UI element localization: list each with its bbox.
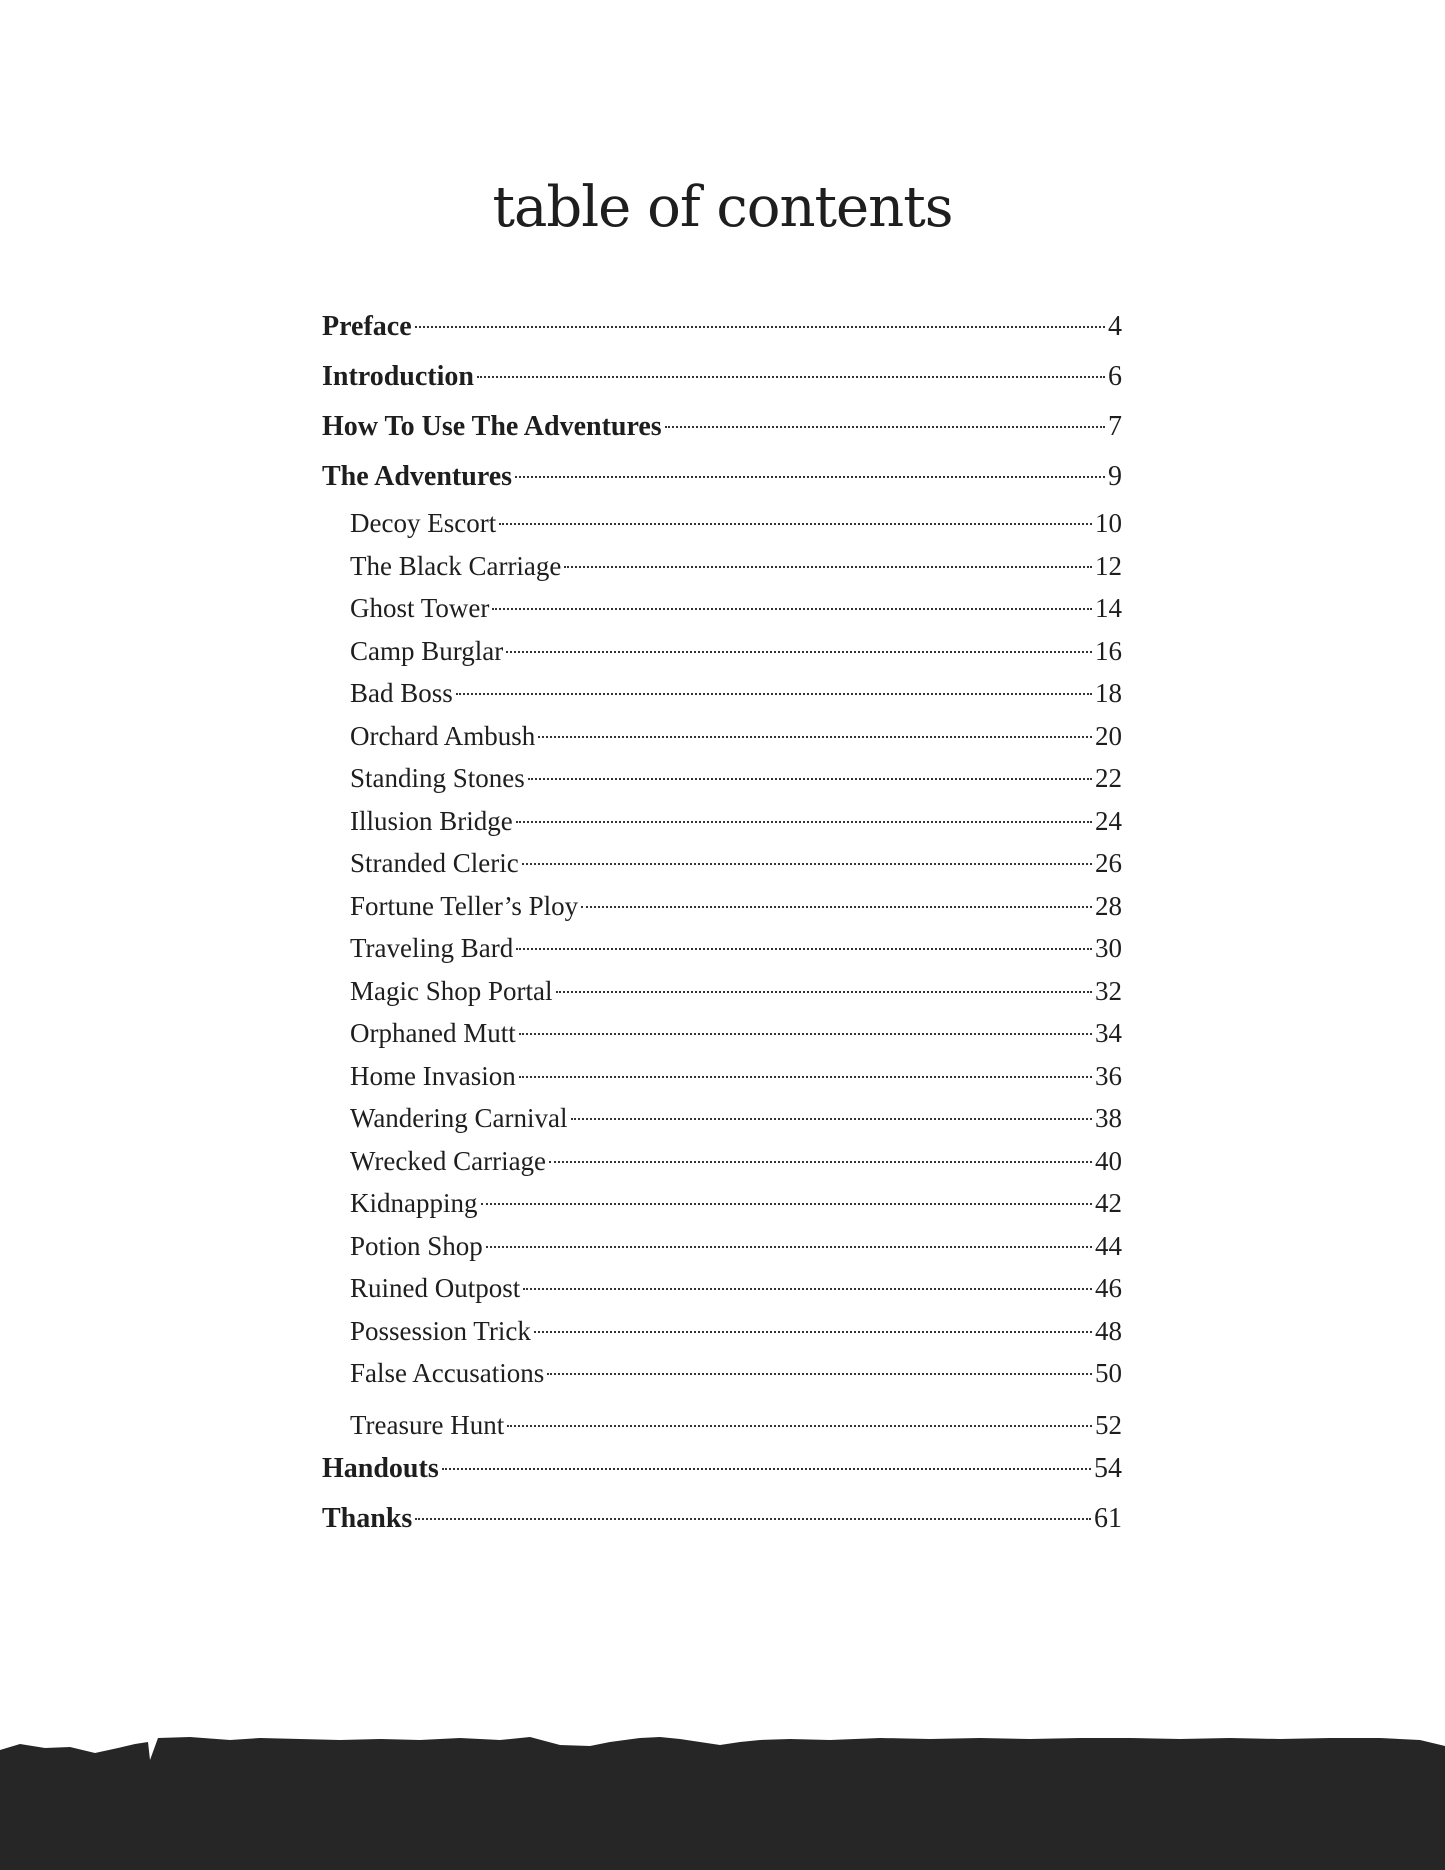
toc-entry-page: 12 bbox=[1095, 550, 1122, 581]
dot-leader bbox=[564, 566, 1092, 568]
toc-entry-label: Orchard Ambush bbox=[350, 720, 536, 751]
toc-subentry[interactable] bbox=[322, 545, 1122, 588]
toc-subentry[interactable] bbox=[322, 842, 1122, 885]
toc-subentry[interactable] bbox=[322, 587, 1122, 630]
toc-entry-label: Ghost Tower bbox=[350, 593, 490, 623]
dot-leader bbox=[581, 906, 1092, 908]
toc-subentry[interactable] bbox=[322, 800, 1122, 843]
dot-leader bbox=[534, 1331, 1092, 1333]
toc-subentry[interactable] bbox=[322, 1352, 1122, 1395]
dot-leader bbox=[515, 476, 1105, 478]
toc-entry-page: 18 bbox=[1095, 678, 1122, 708]
toc-entry-page: 42 bbox=[1095, 1188, 1122, 1218]
toc-entry-label: False Accusations bbox=[350, 1358, 545, 1388]
toc-entry-label: Decoy Escort bbox=[350, 508, 497, 538]
toc-entry-page: 6 bbox=[1108, 361, 1122, 392]
toc-entry-page: 34 bbox=[1095, 1018, 1122, 1048]
toc-subentry[interactable] bbox=[322, 1055, 1122, 1098]
toc-entry-label: Standing Stones bbox=[350, 763, 525, 793]
toc-entry-label: Ruined Outpost bbox=[350, 1273, 521, 1303]
toc-subentry[interactable] bbox=[322, 630, 1122, 673]
torn-edge-shape bbox=[0, 1737, 1445, 1870]
dot-leader bbox=[516, 821, 1092, 823]
toc-subentry[interactable] bbox=[322, 885, 1122, 928]
toc-subentry[interactable] bbox=[322, 715, 1122, 758]
table-of-contents bbox=[322, 302, 1122, 1544]
dot-leader bbox=[456, 693, 1092, 695]
toc-subentry[interactable] bbox=[322, 1267, 1122, 1310]
toc-subentry[interactable] bbox=[322, 1140, 1122, 1183]
toc-entry-introduction[interactable] bbox=[322, 352, 1122, 402]
toc-entry-page: 44 bbox=[1095, 1230, 1122, 1261]
dot-leader bbox=[507, 1425, 1092, 1427]
toc-subentry[interactable] bbox=[322, 1182, 1122, 1225]
dot-leader bbox=[481, 1203, 1093, 1205]
toc-entry-label: Kidnapping bbox=[350, 1188, 478, 1218]
dot-leader bbox=[571, 1118, 1092, 1120]
toc-entry-page: 54 bbox=[1094, 1452, 1122, 1484]
toc-entry-label: Wrecked Carriage bbox=[350, 1145, 547, 1176]
toc-entry-page: 32 bbox=[1095, 975, 1122, 1006]
toc-entry-page: 40 bbox=[1095, 1145, 1122, 1176]
toc-entry-label: Traveling Bard bbox=[350, 933, 514, 963]
toc-entry-page: 46 bbox=[1095, 1273, 1122, 1303]
page-title: table of contents bbox=[492, 175, 953, 240]
dot-leader bbox=[519, 1033, 1092, 1035]
toc-entry-page: 10 bbox=[1095, 508, 1122, 538]
dot-leader bbox=[506, 651, 1092, 653]
dot-leader bbox=[492, 608, 1092, 610]
toc-entry-label: Preface bbox=[322, 311, 412, 342]
toc-subentry[interactable] bbox=[322, 672, 1122, 715]
toc-entry-label: Home Invasion bbox=[350, 1060, 516, 1091]
toc-subentry[interactable] bbox=[322, 1310, 1122, 1353]
toc-entry-page: 7 bbox=[1108, 411, 1122, 442]
toc-entry-label: The Black Carriage bbox=[350, 550, 562, 581]
toc-entry-label: Bad Boss bbox=[350, 678, 453, 708]
toc-entry-label: Camp Burglar bbox=[350, 635, 504, 666]
toc-entry-page: 24 bbox=[1095, 805, 1122, 836]
toc-entry-label: Potion Shop bbox=[350, 1230, 483, 1261]
toc-entry-page: 30 bbox=[1095, 933, 1122, 963]
toc-entry-label: The Adventures bbox=[322, 461, 513, 492]
toc-entry-page: 48 bbox=[1095, 1315, 1122, 1346]
toc-subentry[interactable] bbox=[322, 970, 1122, 1013]
dot-leader bbox=[523, 1288, 1092, 1290]
toc-entry-label: How To Use The Adventures bbox=[322, 411, 662, 442]
toc-entry-page: 52 bbox=[1095, 1409, 1122, 1440]
toc-subentry[interactable] bbox=[322, 1395, 1122, 1444]
toc-entry-page: 22 bbox=[1095, 763, 1122, 793]
dot-leader bbox=[522, 863, 1092, 865]
toc-entry-preface[interactable] bbox=[322, 302, 1122, 352]
toc-entry-page: 14 bbox=[1095, 593, 1122, 623]
toc-entry-page: 26 bbox=[1095, 848, 1122, 878]
dot-leader bbox=[665, 426, 1105, 428]
torn-edge-footer-band bbox=[0, 1720, 1445, 1870]
toc-subentry[interactable] bbox=[322, 1097, 1122, 1140]
toc-entry-page: 38 bbox=[1095, 1103, 1122, 1133]
dot-leader bbox=[538, 736, 1092, 738]
toc-entry-label: Fortune Teller’s Ploy bbox=[350, 890, 579, 921]
toc-subentry[interactable] bbox=[322, 1225, 1122, 1268]
toc-entry-label: Possession Trick bbox=[350, 1315, 531, 1346]
toc-entry-page: 36 bbox=[1095, 1060, 1122, 1091]
dot-leader bbox=[499, 523, 1092, 525]
dot-leader bbox=[549, 1161, 1092, 1163]
toc-entry-label: Thanks bbox=[322, 1502, 413, 1534]
toc-subentry[interactable] bbox=[322, 1012, 1122, 1055]
toc-subentry[interactable] bbox=[322, 927, 1122, 970]
toc-entry-label: Illusion Bridge bbox=[350, 805, 513, 836]
dot-leader bbox=[415, 1518, 1091, 1520]
dot-leader bbox=[486, 1246, 1092, 1248]
dot-leader bbox=[415, 326, 1105, 328]
toc-entry-how-to-use[interactable] bbox=[322, 402, 1122, 452]
toc-entry-page: 61 bbox=[1094, 1502, 1122, 1534]
toc-subentry[interactable] bbox=[322, 502, 1122, 545]
toc-entry-label: Stranded Cleric bbox=[350, 848, 519, 878]
dot-leader bbox=[556, 991, 1093, 993]
toc-entry-label: Introduction bbox=[322, 361, 474, 392]
toc-entry-page: 9 bbox=[1108, 461, 1122, 492]
toc-entry-thanks[interactable] bbox=[322, 1494, 1122, 1544]
toc-entry-page: 28 bbox=[1095, 890, 1122, 921]
dot-leader bbox=[442, 1468, 1091, 1470]
toc-subentry[interactable] bbox=[322, 757, 1122, 800]
toc-entry-label: Magic Shop Portal bbox=[350, 975, 553, 1006]
toc-entry-page: 16 bbox=[1095, 635, 1122, 666]
toc-entry-label: Orphaned Mutt bbox=[350, 1018, 516, 1048]
toc-entry-page: 4 bbox=[1108, 311, 1122, 342]
dot-leader bbox=[528, 778, 1092, 780]
toc-entry-label: Treasure Hunt bbox=[350, 1409, 505, 1440]
dot-leader bbox=[547, 1373, 1092, 1375]
toc-entry-page: 50 bbox=[1095, 1358, 1122, 1388]
dot-leader bbox=[477, 376, 1105, 378]
toc-entry-page: 20 bbox=[1095, 720, 1122, 751]
toc-entry-label: Handouts bbox=[322, 1452, 439, 1484]
toc-entry-label: Wandering Carnival bbox=[350, 1103, 568, 1133]
dot-leader bbox=[519, 1076, 1092, 1078]
toc-entry-the-adventures[interactable] bbox=[322, 452, 1122, 502]
dot-leader bbox=[516, 948, 1092, 950]
